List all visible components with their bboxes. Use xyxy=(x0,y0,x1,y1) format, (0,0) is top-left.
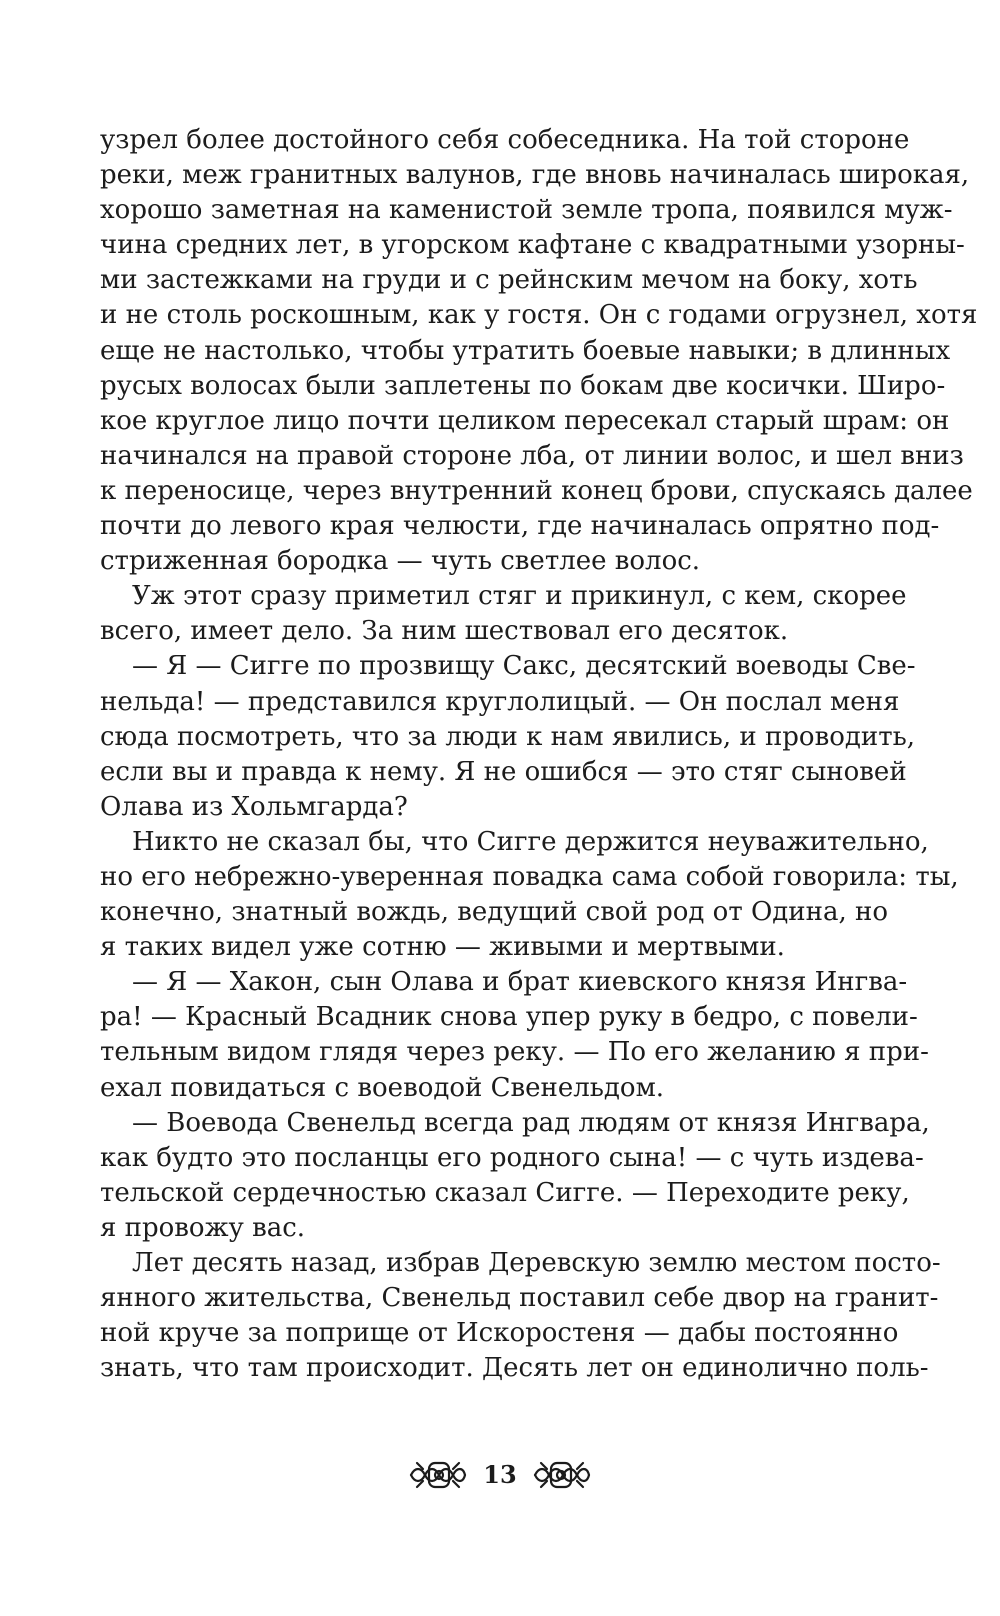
text-line: стриженная бородка — чуть светлее волос. xyxy=(100,546,701,577)
text-line: всего, имеет дело. За ним шествовал его десяток. xyxy=(100,616,789,647)
text-line: почти до левого края челюсти, где начиналась опрятно под- xyxy=(100,511,940,542)
text-line: еще не настолько, чтобы утратить боевые навыки; в длинных xyxy=(100,335,951,366)
text-line: и не столь роскошным, как у гостя. Он с годами огрузнел, хотя xyxy=(100,300,978,331)
text-line: нельда! — представился круглолицый. — Он послал меня xyxy=(100,686,900,717)
text-line: сюда посмотреть, что за люди к нам явились, и проводить, xyxy=(100,721,916,752)
text-line: русых волосах были заплетены по бокам две косички. Широ- xyxy=(100,370,946,401)
text-line: я провожу вас. xyxy=(100,1212,306,1243)
knot-ornament-left-icon xyxy=(407,1457,469,1493)
text-line: узрел более достойного себя собеседника. На той стороне xyxy=(100,125,910,155)
text-line: Олава из Хольмгарда? xyxy=(100,791,408,822)
body-text xyxy=(100,123,978,1386)
text-line: Уж этот сразу приметил стяг и прикинул, с кем, скорее xyxy=(132,581,907,612)
text-line: но его небрежно-уверенная повадка сама собой говорила: ты, xyxy=(100,861,959,892)
text-line: Лет десять назад, избрав Деревскую землю местом посто- xyxy=(132,1248,941,1278)
text-line: к переносице, через внутренний конец брови, спускаясь далее xyxy=(100,475,973,506)
text-line: тельным видом глядя через реку. — По его желанию я при- xyxy=(100,1037,929,1068)
text-line: янного жительства, Свенельд поставил себе двор на гранит- xyxy=(100,1283,939,1314)
page-number: 13 xyxy=(483,1460,517,1489)
knot-ornament-right-icon xyxy=(531,1457,593,1493)
text-line: ми застежками на груди и с рейнским мечом на боку, хоть xyxy=(100,265,918,296)
text-line: конечно, знатный вождь, ведущий свой род от Одина, но xyxy=(100,897,888,928)
text-line: знать, что там происходит. Десять лет он единолично поль- xyxy=(100,1353,929,1384)
text-line: — Я — Хакон, сын Олава и брат киевского князя Ингва- xyxy=(132,967,908,998)
text-line: кое круглое лицо почти целиком пересекал старый шрам: он xyxy=(100,405,950,436)
text-line: как будто это посланцы его родного сына! — с чуть издева- xyxy=(100,1142,924,1173)
text-line: Никто не сказал бы, что Сигге держится неуважительно, xyxy=(132,826,929,857)
text-line: если вы и правда к нему. Я не ошибся — это стяг сыновей xyxy=(100,756,907,787)
text-line: начинался на правой стороне лба, от линии волос, и шел вниз xyxy=(100,440,964,471)
text-line: — Я — Сигге по прозвищу Сакс, десятский воеводы Све- xyxy=(132,651,916,682)
page-footer xyxy=(0,1455,1000,1495)
text-line: чина средних лет, в угорском кафтане с квадратными узорны- xyxy=(100,230,965,261)
text-line: реки, меж гранитных валунов, где вновь начиналась широкая, xyxy=(100,160,970,191)
text-line: — Воевода Свенельд всегда рад людям от князя Ингвара, xyxy=(132,1107,930,1138)
text-line: я таких видел уже сотню — живыми и мертвыми. xyxy=(100,932,785,963)
text-line: тельской сердечностью сказал Сигге. — Переходите реку, xyxy=(100,1177,910,1208)
text-line: ехал повидаться с воеводой Свенельдом. xyxy=(100,1072,665,1103)
text-line: хорошо заметная на каменистой земле тропа, появился муж- xyxy=(100,195,953,226)
text-line: ра! — Красный Всадник снова упер руку в бедро, с повели- xyxy=(100,1002,918,1033)
text-line: ной круче за поприще от Искоростеня — дабы постоянно xyxy=(100,1318,899,1349)
